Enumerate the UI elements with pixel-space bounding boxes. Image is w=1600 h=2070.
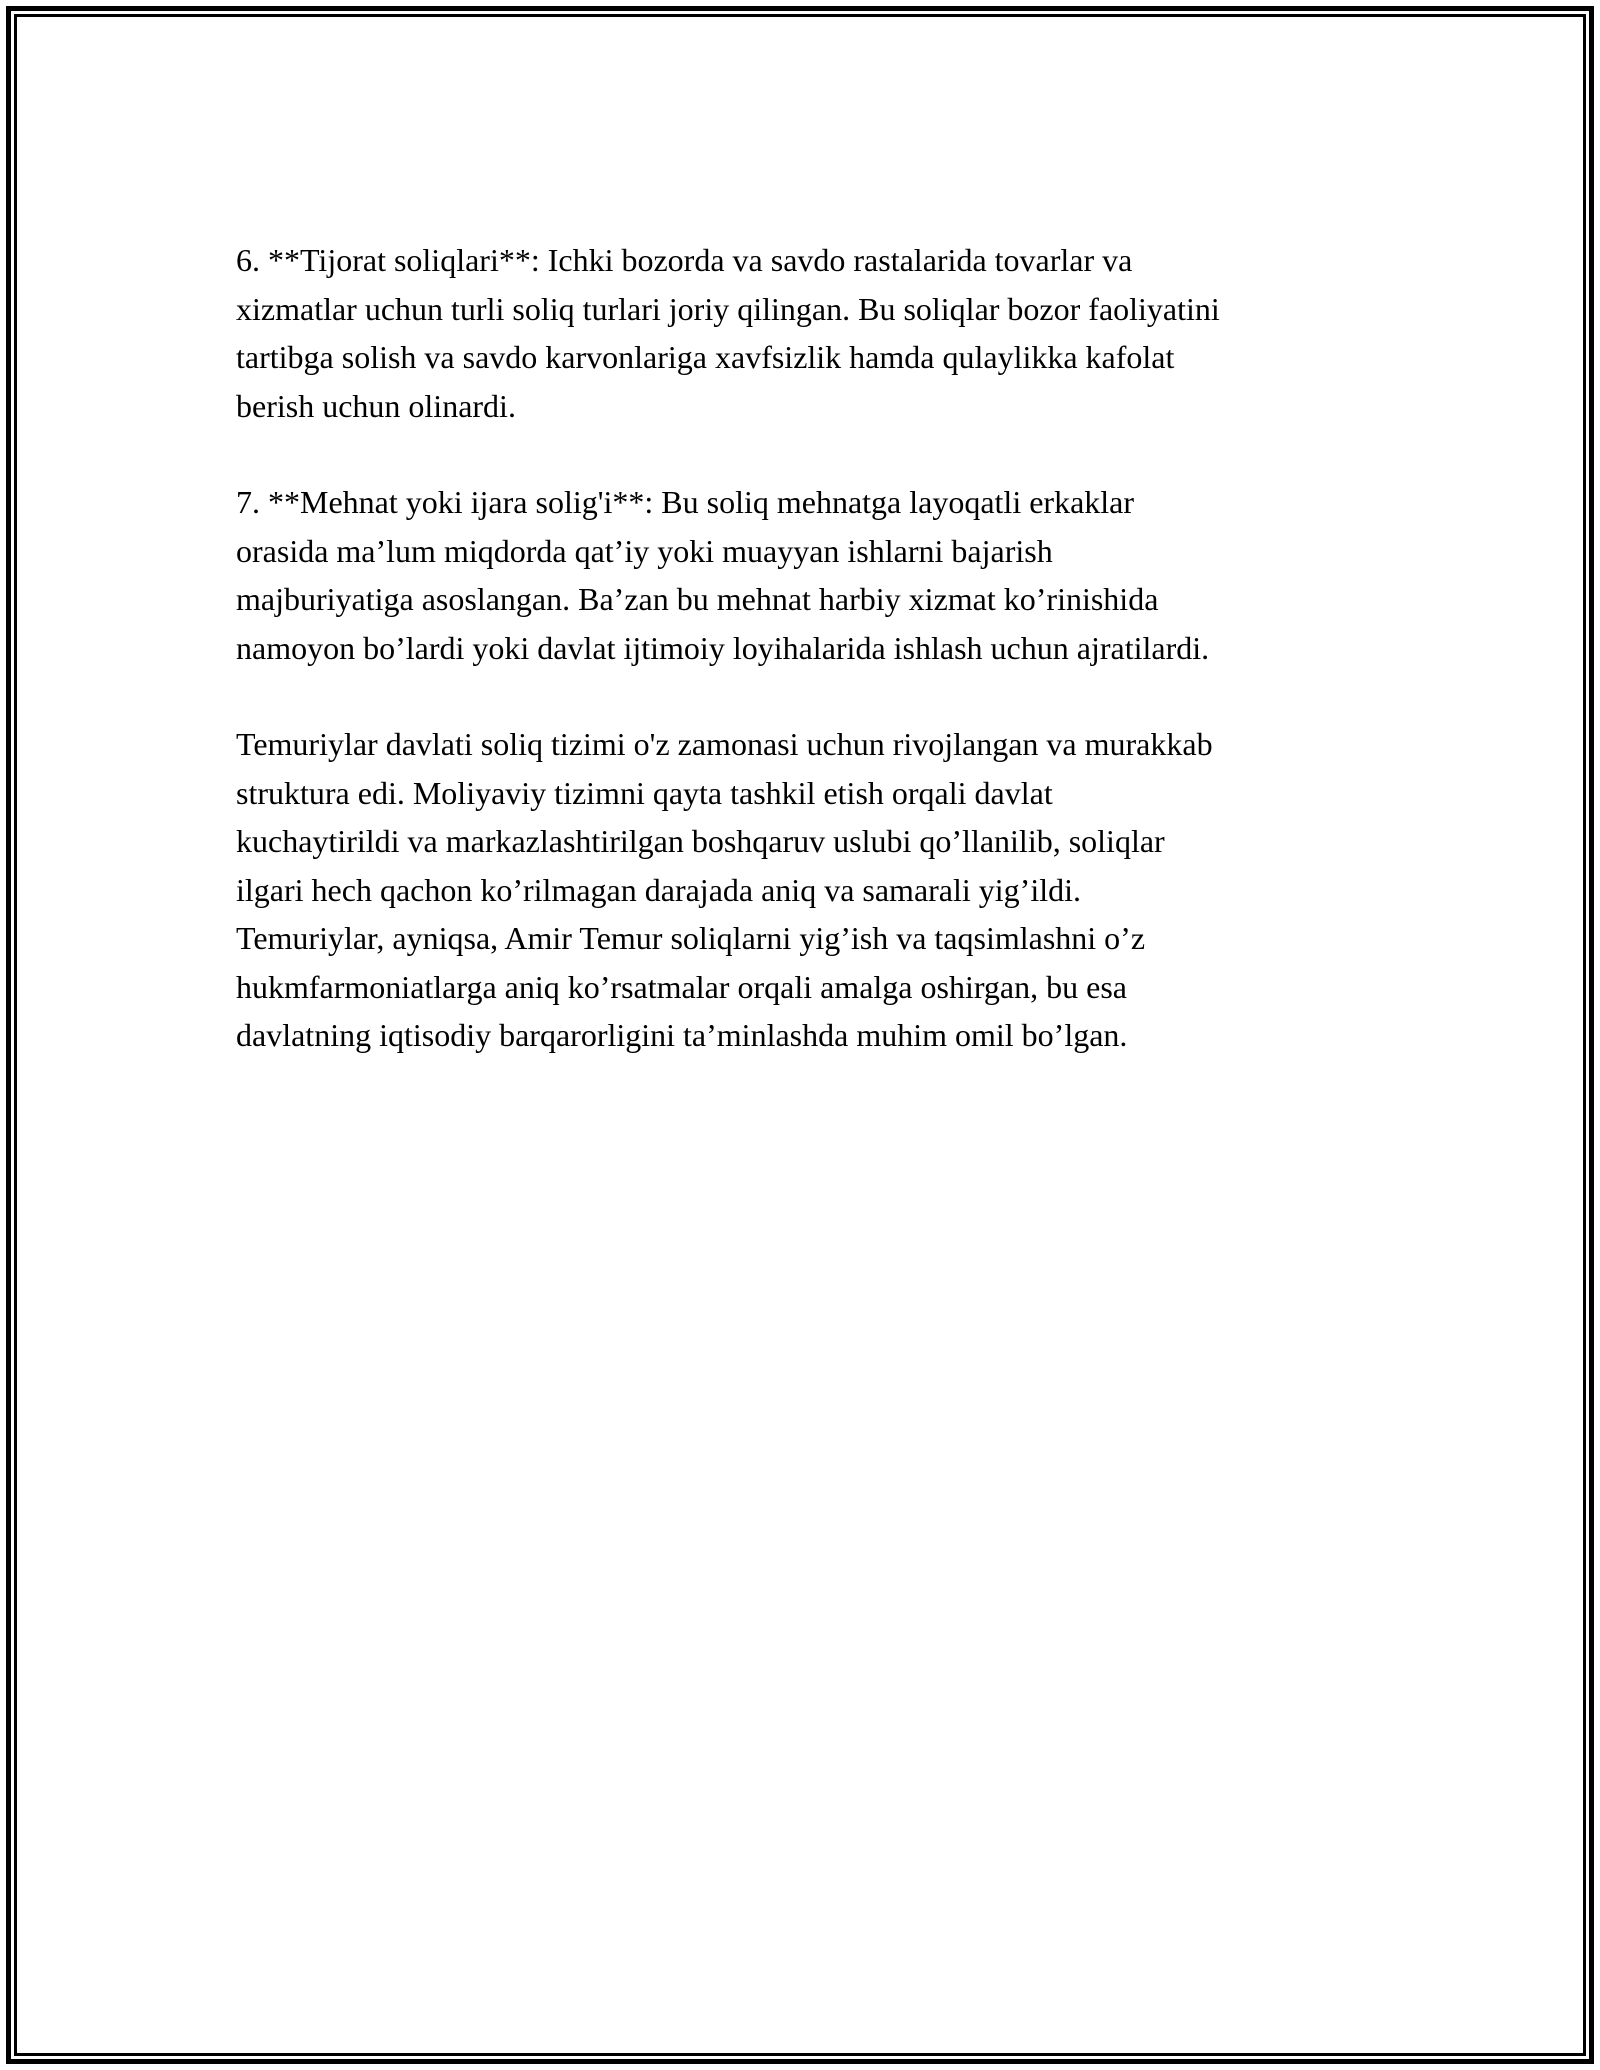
text-line: kuchaytirildi va markazlashtirilgan boshqaruv uslubi qo’llanilib, soliqlar	[236, 823, 1165, 859]
paragraph-tijorat-soliqlari	[236, 236, 1386, 430]
text-line: orasida ma’lum miqdorda qat’iy yoki muayyan ishlarni bajarish	[236, 532, 1053, 569]
text-line: struktura edi. Moliyaviy tizimni qayta tashkil etish orqali davlat	[236, 774, 1053, 811]
text-line: hukmfarmoniatlarga aniq ko’rsatmalar orqali amalga oshirgan, bu esa	[236, 968, 1127, 1005]
text-line: 7. **Mehnat yoki ijara solig'i**: Bu soliq mehnatga layoqatli erkaklar	[236, 484, 1135, 520]
text-line: Temuriylar, ayniqsa, Amir Temur soliqlarni yig’ish va taqsimlashni o’z	[236, 920, 1146, 956]
paragraph-mehnat-solig	[236, 478, 1386, 672]
text-line: namoyon bo’lardi yoki davlat ijtimoiy loyihalarida ishlash uchun ajratilardi.	[236, 629, 1210, 666]
text-line: xizmatlar uchun turli soliq turlari joriy qilingan. Bu soliqlar bozor faoliyatini	[236, 290, 1220, 327]
document-body	[236, 236, 1386, 1108]
text-line: Temuriylar davlati soliq tizimi o'z zamonasi uchun rivojlangan va murakkab	[236, 726, 1213, 762]
text-line: majburiyatiga asoslangan. Ba’zan bu mehnat harbiy xizmat ko’rinishida	[236, 581, 1159, 617]
text-line: 6. **Tijorat soliqlari**: Ichki bozorda va savdo rastalarida tovarlar va	[236, 242, 1133, 278]
text-line: tartibga solish va savdo karvonlariga xavfsizlik hamda qulaylikka kafolat	[236, 339, 1175, 375]
text-line: davlatning iqtisodiy barqarorligini ta’minlashda muhim omil bo’lgan.	[236, 1017, 1128, 1053]
text-line: ilgari hech qachon ko’rilmagan darajada aniq va samarali yig’ildi.	[236, 871, 1081, 908]
paragraph-conclusion	[236, 720, 1386, 1060]
text-line: berish uchun olinardi.	[236, 387, 516, 424]
